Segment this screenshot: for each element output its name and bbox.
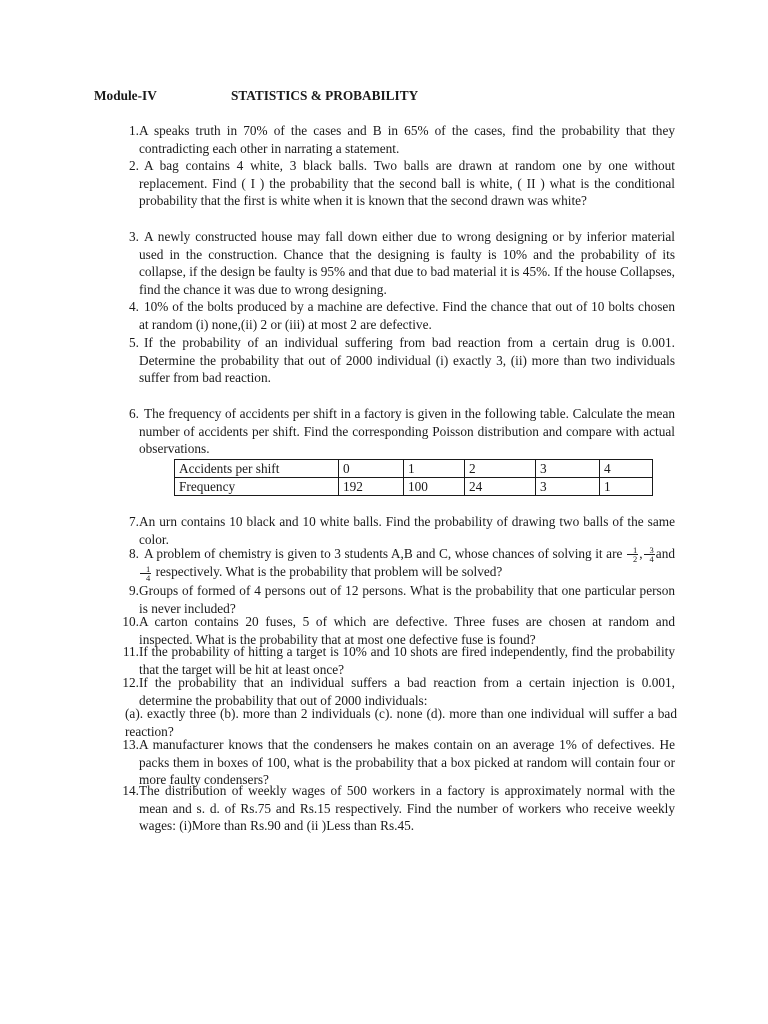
question-text: 10% of the bolts produced by a machine are defective. Find the chance that out of 10 bolts chosen at random (i) none,(ii) 2 or (iii) at most 2 are defective. bbox=[139, 299, 675, 332]
question-number: 5. bbox=[129, 335, 139, 350]
accidents-frequency-table bbox=[174, 459, 653, 496]
table-cell: 4 bbox=[600, 460, 653, 478]
question-text: If the probability of an individual suffering from bad reaction from a certain drug is 0.001. Determine the probability that out of 2000 individual (i) exactly 3, (ii) more than two individuals suffer from bad reaction. bbox=[139, 335, 675, 386]
table-cell: Accidents per shift bbox=[175, 460, 339, 478]
question-text: A carton contains 20 fuses, 5 of which are defective. Three fuses are chosen at random and inspected. What is the probability that at most one defective fuse is found? bbox=[139, 614, 675, 647]
question-text: If the probability that an individual suffers a bad reaction from a certain injection is 0.001, determine the probability that out of 2000 individuals: bbox=[139, 675, 675, 708]
question-number: 12. bbox=[122, 675, 139, 690]
question-number: 13. bbox=[122, 737, 139, 752]
table-cell: 3 bbox=[536, 460, 600, 478]
module-label: Module-IV bbox=[94, 88, 157, 103]
question-14 bbox=[95, 782, 675, 835]
question-2 bbox=[95, 157, 675, 210]
table-cell: 100 bbox=[404, 478, 465, 496]
question-number: 3. bbox=[129, 229, 139, 244]
fraction-three-quarters: $\frac{3}{4}$ bbox=[644, 546, 655, 563]
question-number: 14. bbox=[122, 783, 139, 798]
question-5 bbox=[95, 334, 675, 387]
table-row bbox=[175, 460, 653, 478]
question-11 bbox=[95, 643, 675, 678]
question-text: The distribution of weekly wages of 500 workers in a factory is approximately normal with the mean and s. d. of Rs.75 and Rs.15 respectively. Find the number of workers who receive weekly wages: (i)More than Rs.90 and (ii )Less than Rs.45. bbox=[139, 783, 675, 834]
question-text: Groups of formed of 4 persons out of 12 persons. What is the probability that one particular person is never included? bbox=[139, 583, 675, 616]
fraction-one-quarter: $\frac{1}{4}$ bbox=[140, 565, 151, 582]
question-text: A problem of chemistry is given to 3 students A,B and C, whose chances of solving it are bbox=[144, 546, 623, 561]
question-13 bbox=[95, 736, 675, 789]
question-text: The frequency of accidents per shift in a factory is given in the following table. Calculate the mean number of accidents per shift. Find the corresponding Poisson distribution and compare with actual observations. bbox=[139, 406, 675, 457]
question-text: A speaks truth in 70% of the cases and B in 65% of the cases, find the probability that they contradicting each other in narrating a statement. bbox=[139, 123, 675, 156]
question-number: 7. bbox=[129, 514, 139, 529]
question-text-continued: respectively. What is the probability that problem will be solved? bbox=[155, 564, 503, 580]
table-cell: 1 bbox=[404, 460, 465, 478]
question-1 bbox=[95, 122, 675, 157]
table-cell: 3 bbox=[536, 478, 600, 496]
table-row bbox=[175, 478, 653, 496]
table-cell: 0 bbox=[339, 460, 404, 478]
question-number: 10. bbox=[122, 614, 139, 629]
question-4 bbox=[95, 298, 675, 333]
question-number: 4. bbox=[129, 299, 139, 314]
question-number: 8. bbox=[129, 546, 139, 561]
question-12 bbox=[95, 674, 675, 709]
question-6 bbox=[95, 405, 675, 458]
question-text: If the probability of hitting a target is 10% and 10 shots are fired independently, find the probability that the target will be hit at least once? bbox=[139, 644, 675, 677]
table-cell: 192 bbox=[339, 478, 404, 496]
question-12-subparts: (a). exactly three (b). more than 2 individuals (c). none (d). more than one individual will suffer a bad reaction? bbox=[125, 706, 677, 739]
question-7 bbox=[95, 513, 675, 548]
question-number: 1. bbox=[129, 123, 139, 138]
question-text: A newly constructed house may fall down either due to wrong designing or by inferior material used in the construction. Chance that the designing is faulty is 10% and the probability of its collapse, if the design be faulty is 95% and that due to bad material it is 45%. If the house Collapses, find the chance it was due to wrong designing. bbox=[139, 229, 675, 297]
question-text: A manufacturer knows that the condensers he makes contain on an average 1% of defectives. He packs them in boxes of 100, what is the probability that a box picked at random will contain four or more faulty condensers? bbox=[139, 737, 675, 788]
and-word: and bbox=[655, 546, 675, 561]
module-header bbox=[94, 87, 418, 105]
question-text: A bag contains 4 white, 3 black balls. Two balls are drawn at random one by one without replacement. Find ( I ) the probability that the second ball is white, ( II ) what is the conditional probability that the first is white when it is known that the second drawn was white? bbox=[139, 158, 675, 209]
module-title: STATISTICS & PROBABILITY bbox=[231, 88, 419, 103]
question-text: An urn contains 10 black and 10 white balls. Find the probability of drawing two balls of the same color. bbox=[139, 514, 675, 547]
table-cell: Frequency bbox=[175, 478, 339, 496]
question-9 bbox=[95, 582, 675, 617]
question-3 bbox=[95, 228, 675, 298]
question-8: 8. A problem of chemistry is given to 3 students A,B and C, whose chances of solving it are $\frac{1}{2}$ , $\frac{3}{4}$ and $\frac{1}{4}$ respectively. What is the probability that problem will be solved? bbox=[95, 545, 675, 582]
table-cell: 2 bbox=[465, 460, 536, 478]
table-cell: 1 bbox=[600, 478, 653, 496]
question-number: 9. bbox=[129, 583, 139, 598]
question-number: 2. bbox=[129, 158, 139, 173]
question-number: 11. bbox=[122, 644, 139, 659]
question-number: 6. bbox=[129, 406, 139, 421]
table-cell: 24 bbox=[465, 478, 536, 496]
fraction-one-half: $\frac{1}{2}$ bbox=[627, 546, 638, 563]
